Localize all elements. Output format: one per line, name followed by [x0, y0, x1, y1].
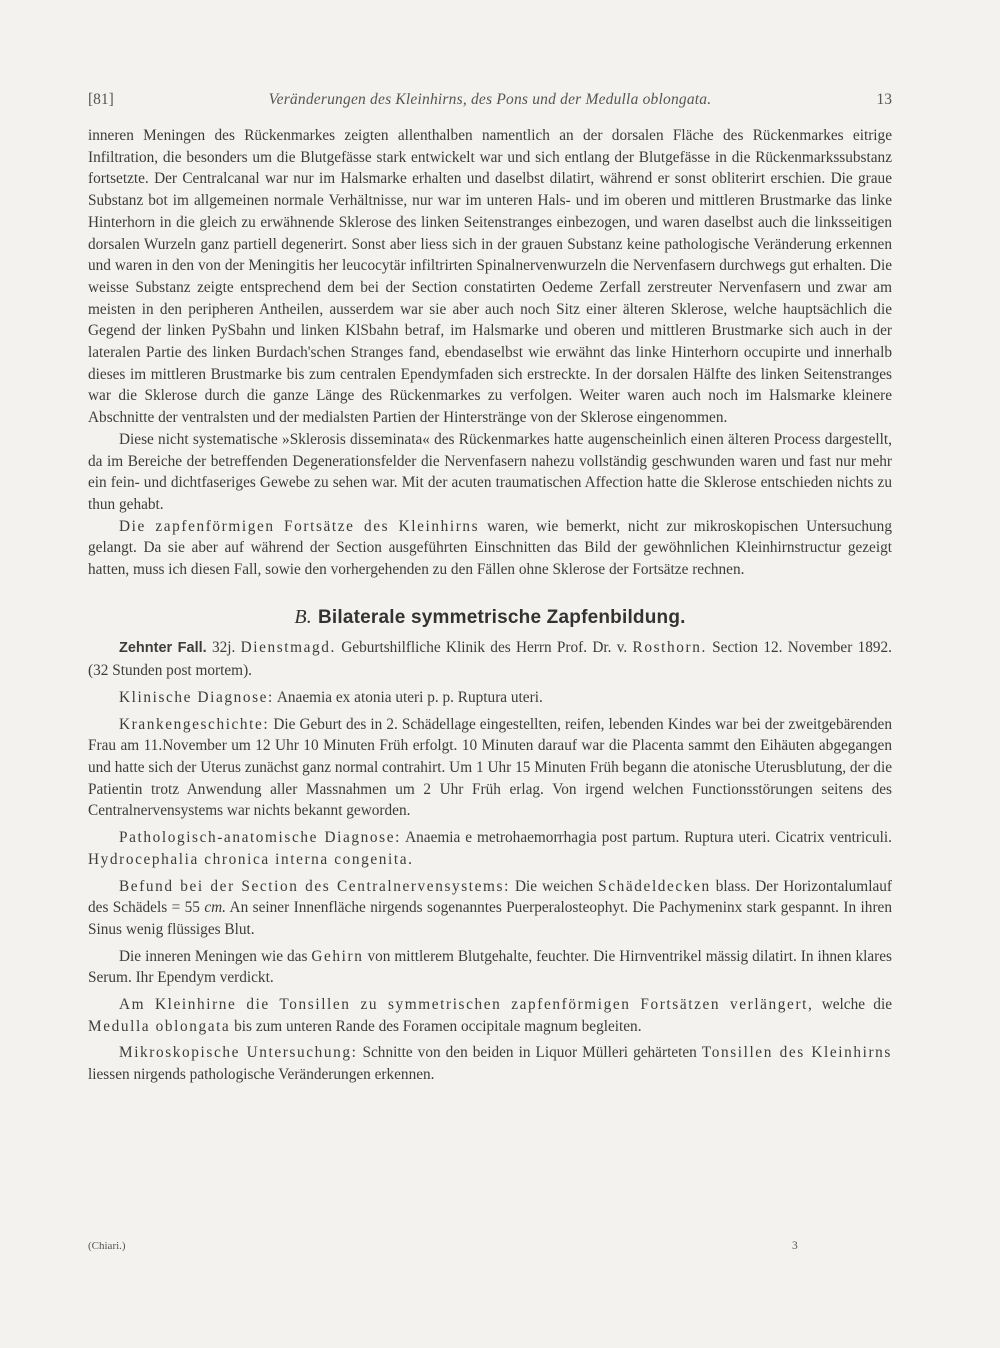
clinical-diagnosis	[88, 687, 892, 709]
case-details: Geburtshilfliche Klinik des Herrn Prof. Dr. v.	[335, 639, 633, 657]
cerebellum-text-b: bis zum unteren Rande des Foramen occipitale magnum begleiten.	[230, 1017, 642, 1035]
path-spaced: Hydrocephalia chronica interna congenita.	[88, 850, 414, 868]
path-label: Pathologisch-anatomische Diagnose:	[119, 829, 401, 847]
findings-text-c: An seiner Innenfläche nirgends sogenanntes Puerperalosteophyt. Die Pachymeninx stark gespannt. In ihren Sinus wenig flüssiges Blut.	[88, 899, 892, 938]
case-age: 32j.	[206, 639, 241, 657]
findings-text-b: blass. Der Horizontalumlauf des Schädels = 55	[88, 877, 892, 917]
case-name: Rosthorn.	[632, 639, 707, 657]
findings-label: Befund bei der Section des Centralnervensystems:	[119, 877, 510, 895]
paragraph-text: waren, wie bemerkt, nicht zur mikroskopischen Untersuchung gelangt. Da sie aber auf während der Section ausgeführten Einschnitten das Bild der gewöhnlichen Kleinhirnstructur gezeigt hatten, muss ich diesen Fall, sowie den vorhergehenden zu den Fällen ohne Sklerose der Fortsätze rechnen.	[88, 517, 892, 579]
cerebellum-spaced-b: Medulla oblongata	[88, 1017, 231, 1035]
case-occupation: Dienstmagd.	[240, 639, 336, 657]
footer-signature: 3	[792, 1240, 798, 1252]
microscopic-findings	[88, 1042, 892, 1085]
findings-text-a: Die weichen	[509, 877, 599, 895]
diagnosis-text: Anaemia ex atonia uteri p. p. Ruptura uteri.	[273, 688, 543, 706]
section-letter: B.	[294, 605, 312, 628]
meninges-spaced: Gehirn	[311, 947, 364, 965]
micro-text-a: Schnitte von den beiden in Liquor Mülleri gehärteten	[357, 1044, 702, 1062]
meninges-findings	[88, 946, 892, 989]
case-header	[88, 637, 892, 681]
history-text: Die Geburt des in 2. Schädellage eingestellten, reifen, lebenden Kindes war bei der zweitgebärenden Frau am 11.November um 12 Uhr 10 Minuten Früh erfolgt. 10 Minuten darauf war die Placenta sammt den Eihäuten abgegangen und hatte sich der Uterus zunächst ganz normal contrahirt. Um 1 Uhr 15 Minuten Früh begann die atonische Uterusblutung, der die Patientin trotz Anwendung aller Massnahmen um 2 Uhr Früh erlag. Von irgend welchen Functionsstörungen seitens des Centralnervensystems war nichts bekannt geworden.	[88, 715, 892, 820]
diagnosis-label: Klinische Diagnose:	[119, 688, 274, 706]
findings-spaced: Schädeldecken	[598, 877, 711, 895]
history-label: Krankengeschichte:	[119, 715, 270, 733]
paragraph-continuation: inneren Meningen des Rückenmarkes zeigten allenthalben namentlich an der dorsalen Fläche des Rückenmarkes eitrige Infiltration, die besonders um die Blutgefässe stark entwickelt war und sich entlang der Blutgefässe in die Rückenmarkssubstanz fortsetzte. Der Centralcanal war nur im Halsmarke erhalten und daselbst dilatirt, während er sonst obliterirt erschien. Die graue Substanz bot im allgemeinen normale Verhältnisse, nur war im unteren Hals- und im oberen und mittleren Brustmarke das linke Hinterhorn in die gleich zu erwähnende Sklerose des linken Seitenstranges einbezogen, und waren daselbst auch die linksseitigen dorsalen Wurzeln ganz partiell degenerirt. Sonst aber liess sich in der grauen Substanz keine pathologische Veränderung erkennen und waren in den von der Meningitis her leucocytär infiltrirten Spinalnervenwurzeln die Nervenfasern durchwegs gut erhalten. Die weisse Substanz zeigte entsprechend dem bei der Section constatirten Oedeme Zerfall zerstreuter Nervenfasern und zwar am meisten in den peripheren Antheilen, ausserdem war sie aber auch noch Sitz einer älteren Sklerose, welche hauptsächlich die Gegend der linken PySbahn und linken KlSbahn betraf, im Halsmarke und oberen und mittleren Brustmarke sich auch in der lateralen Partie des linken Burdach'schen Stranges fand, ebendaselbst wie erwähnt das linke Hinterhorn occupirte und innerhalb dieses im mittleren Brustmarke bis zum centralen Ependymfaden sich erstreckte. In der dorsalen Hälfte des linken Seitenstranges war die Sklerose durch die ganze Länge des Rückenmarkes zu verfolgen. Weiter waren auch noch im Halsmarke kleinere Abschnitte der ventralsten und der medialsten Partien der Hinterstränge von der Sklerose eingenommen.	[88, 127, 892, 427]
case-label: Zehnter Fall.	[119, 640, 207, 657]
page-marker: [81]	[88, 91, 114, 108]
page-footer	[88, 1240, 892, 1258]
meninges-text-b: von mittlerem Blutgehalte, feuchter. Die Hirnventrikel mässig dilatirt. In ihnen klares Serum. Ihr Ependym verdickt.	[88, 947, 893, 987]
micro-text-b: liessen nirgends pathologische Veränderungen erkennen.	[88, 1066, 435, 1084]
footer-author: (Chiari.)	[88, 1240, 126, 1252]
running-head	[88, 91, 892, 113]
page-number: 13	[876, 91, 892, 108]
pathological-diagnosis	[88, 827, 892, 870]
findings-unit: cm.	[204, 899, 226, 917]
cerebellum-findings	[88, 994, 892, 1037]
paragraph-sklerosis: Diese nicht systematische »Sklerosis disseminata« des Rückenmarkes hatte augenscheinlich einen älteren Process dargestellt, da im Bereiche der betreffenden Degenerationsfelder die Nervenfasern nahezu vollständig geschwunden waren und fast nur mehr ein fein- und dichtfaseriges Gewebe zu sehen war. Mit der acuten traumatischen Affection hatte die Sklerose entschieden nichts zu thun gehabt.	[88, 430, 892, 513]
case-section-info: Section 12. November 1892. (32 Stunden post mortem).	[88, 639, 892, 680]
case-history	[88, 714, 892, 823]
path-text: Anaemia e metrohaemorrhagia post partum. Ruptura uteri. Cicatrix ventriculi.	[400, 829, 893, 847]
meninges-text-a: Die inneren Meningen wie das	[119, 947, 312, 965]
spaced-term: Die zapfenförmigen Fortsätze des Kleinhirns	[119, 517, 480, 535]
micro-label: Mikroskopische Untersuchung:	[119, 1044, 358, 1062]
cerebellum-text-a: welche die	[813, 996, 893, 1014]
cerebellum-spaced-a: Am Kleinhirne die Tonsillen zu symmetrischen zapfenförmigen Fortsätzen verlängert,	[119, 996, 814, 1014]
section-title: Bilaterale symmetrische Zapfenbildung.	[317, 606, 686, 628]
paragraph-fortsaetze	[88, 516, 892, 581]
body-text	[88, 125, 892, 1086]
running-title: Veränderungen des Kleinhirns, des Pons und der Medulla oblongata.	[268, 91, 712, 108]
micro-spaced: Tonsillen des Kleinhirns	[701, 1044, 892, 1062]
section-findings	[88, 876, 892, 941]
section-heading	[88, 607, 892, 629]
